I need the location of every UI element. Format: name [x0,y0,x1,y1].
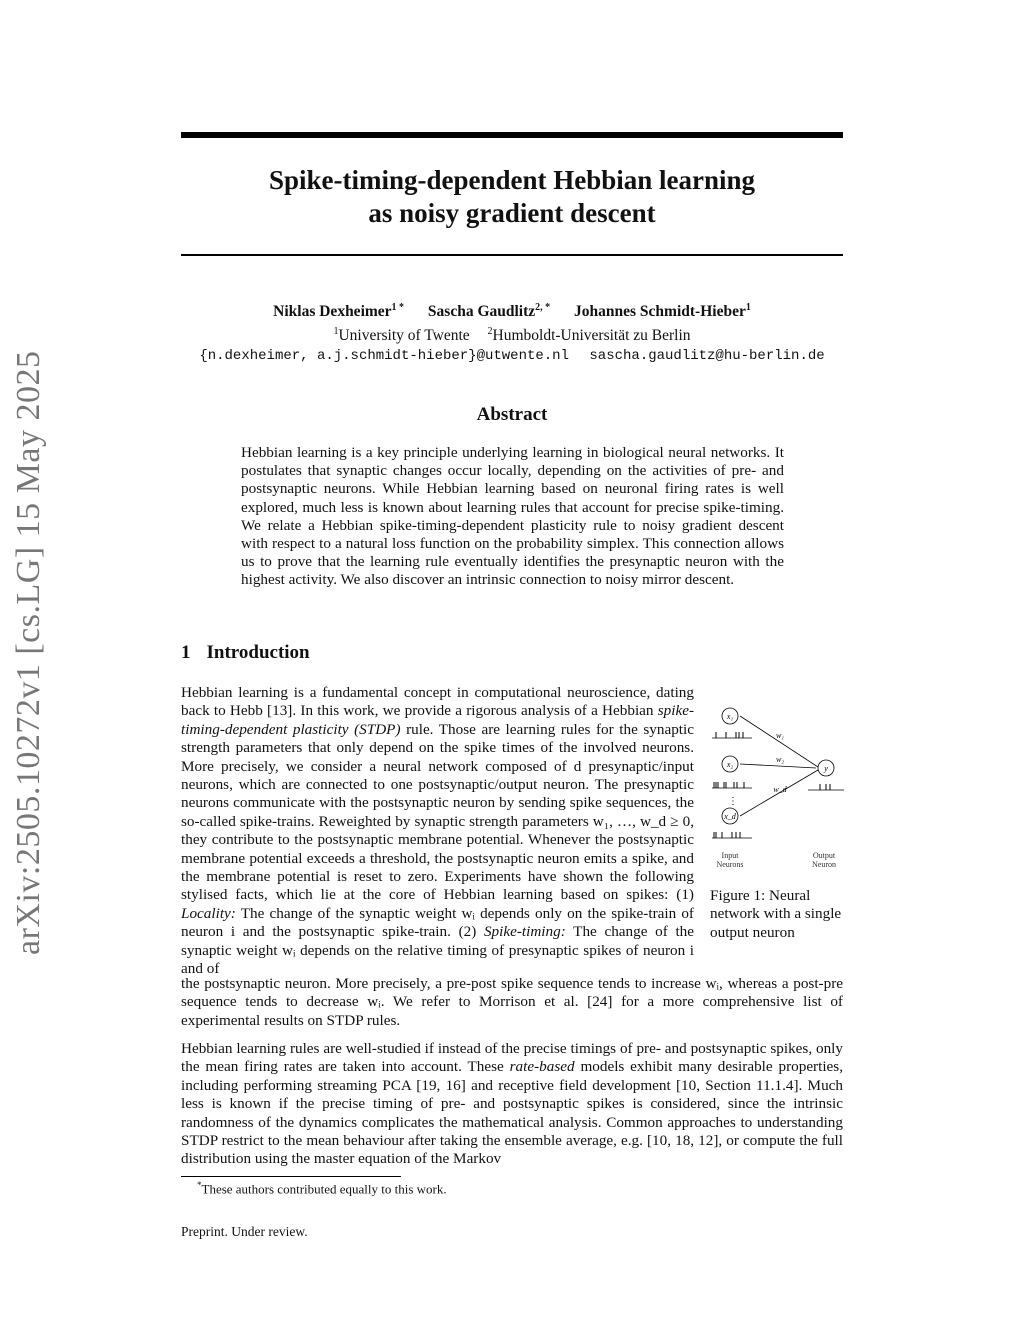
author-emails [181,346,843,366]
term-stdp: spike-timing-dependent plasticity (STDP) [181,702,694,738]
title-line-2: as noisy gradient descent [368,198,656,228]
term-locality: Locality: [181,904,236,922]
author-names [181,298,843,322]
affiliation-1: $^1$University of Twente [333,326,470,345]
footnote-rule [181,1176,401,1177]
input-label-line-2: Neurons [716,860,744,869]
intro-paragraph-2: Hebbian learning rules are well-studied if instead of the precise timings of pre- and postsynaptic spikes, only the mean firing rates are taken into account. These rate-based models exhibit many desirable properties, including performing streaming PCA [19, 16] and receptive field development [10, Section 11.1.4]. Much less is known if the precise timing of pre- and postsynaptic spikes is considered, since the intrinsic randomness of the dynamics complicates the mathematical analysis. Common approaches to understanding STDP restrict to the mean behaviour after taking the ensemble average, e.g. [10, 18, 12], or compute the full distribution using the master equation of the Markov [181,1040,844,1168]
top-thick-rule [181,132,843,138]
intro-paragraph-1-continued: the postsynaptic neuron. More precisely, a pre-post spike sequence tends to increase wᵢ, whereas a post-pre sequence tends to decrease wᵢ. We refer to Morrison et al. [24] for a more comprehensive list of experimental results on STDP rules. [181,975,843,1029]
section-number: 1 [181,642,191,663]
output-label-line-1: Output [812,851,836,860]
spike-trains [714,732,830,838]
author-1: Niklas Dexheimer$^{1 *}$ [273,302,405,321]
preprint-footer: Preprint. Under review. [181,1224,308,1239]
label-wd: w_d [773,785,787,794]
paper-title [181,164,843,230]
title-bottom-rule [181,254,843,256]
author-block [181,298,843,366]
intro-paragraph-1: Hebbian learning is a fundamental concept in computational neuroscience, dating back to Hebb [13]. In this work, we provide a rigorous analysis of a Hebbian spike-timing-dependent plasticity (STDP) rule. Those are learning rules for the synaptic strength parameters that only depend on the spike times of the involved neurons. More precisely, we consider a neural network composed of d presynaptic/input neurons, which are connected to one postsynaptic/output neuron. The presynaptic neurons communicate with the postsynaptic neuron by sending spike sequences, the so-called spike-trains. Reweighted by synaptic strength parameters w₁, …, w_d ≥ 0, they contribute to the postsynaptic membrane potential. Whenever the postsynaptic membrane potential exceeds a threshold, the postsynaptic neuron emits a spike, and the membrane potential is reset to zero. Experiments have shown the following stylised facts, which lie at the core of Hebbian learning based on spikes: (1) Locality: The change of the synaptic weight wᵢ depends only on the spike-train of neuron i and the postsynaptic spike-train. (2) Spike-timing: The change of the synaptic weight wᵢ depends on the relative timing of presynaptic spikes of neuron i and of [181,684,695,978]
dots-ellipsis: ⋮ [728,796,738,807]
term-rate-based: rate-based [509,1058,575,1076]
label-y: y [824,764,828,773]
arxiv-side-stamp: arXiv:2505.10272v1 [cs.LG] 15 May 2025 [10,350,47,955]
abstract-heading: Abstract [476,404,548,425]
section-heading-introduction [181,642,310,664]
figure-1-caption: Figure 1: Neural network with a single output neuron [710,887,842,941]
affiliations [181,322,843,346]
output-label-line-2: Neuron [812,860,836,869]
author-3: Johannes Schmidt-Hieber$^1$ [574,302,751,321]
label-w1: w₁ [775,731,785,740]
label-xd: x_d [724,812,736,821]
figure-1-network-diagram [706,700,846,880]
label-x2: x₂ [726,760,734,769]
footnote: *These authors contributed equally to this work. [197,1180,447,1197]
input-label-line-1: Input [721,851,739,860]
abstract-text: Hebbian learning is a key principle underlying learning in biological neural networks. It postulates that synaptic changes occur locally, depending on the activities of pre- and postsynaptic neurons. While Hebbian learning based on neuronal firing rates is well explored, much less is known about learning rules that account for precise spike-timing. We relate a Hebbian spike-timing-dependent plasticity rule to noisy gradient descent with respect to a natural loss function on the probability simplex. This connection allows us to prove that the learning rule eventually identifies the presynaptic neuron with the highest activity. We also discover an intrinsic connection to noisy mirror descent. [241,444,784,589]
edge-w2 [740,764,816,768]
email-utwente[interactable]: {n.dexheimer, a.j.schmidt-hieber}@utwente.nl [199,348,569,365]
term-spike-timing: Spike-timing: [483,923,566,941]
label-w2: w₂ [775,755,785,764]
email-hu-berlin[interactable]: sascha.gaudlitz@hu-berlin.de [589,348,825,365]
title-line-1: Spike-timing-dependent Hebbian learning [268,165,756,195]
affiliation-2: $^2$Humboldt-Universität zu Berlin [487,326,691,345]
section-title: Introduction [206,642,310,663]
author-2: Sascha Gaudlitz$^{2, *}$ [427,302,551,321]
label-x1: x₁ [726,712,734,721]
